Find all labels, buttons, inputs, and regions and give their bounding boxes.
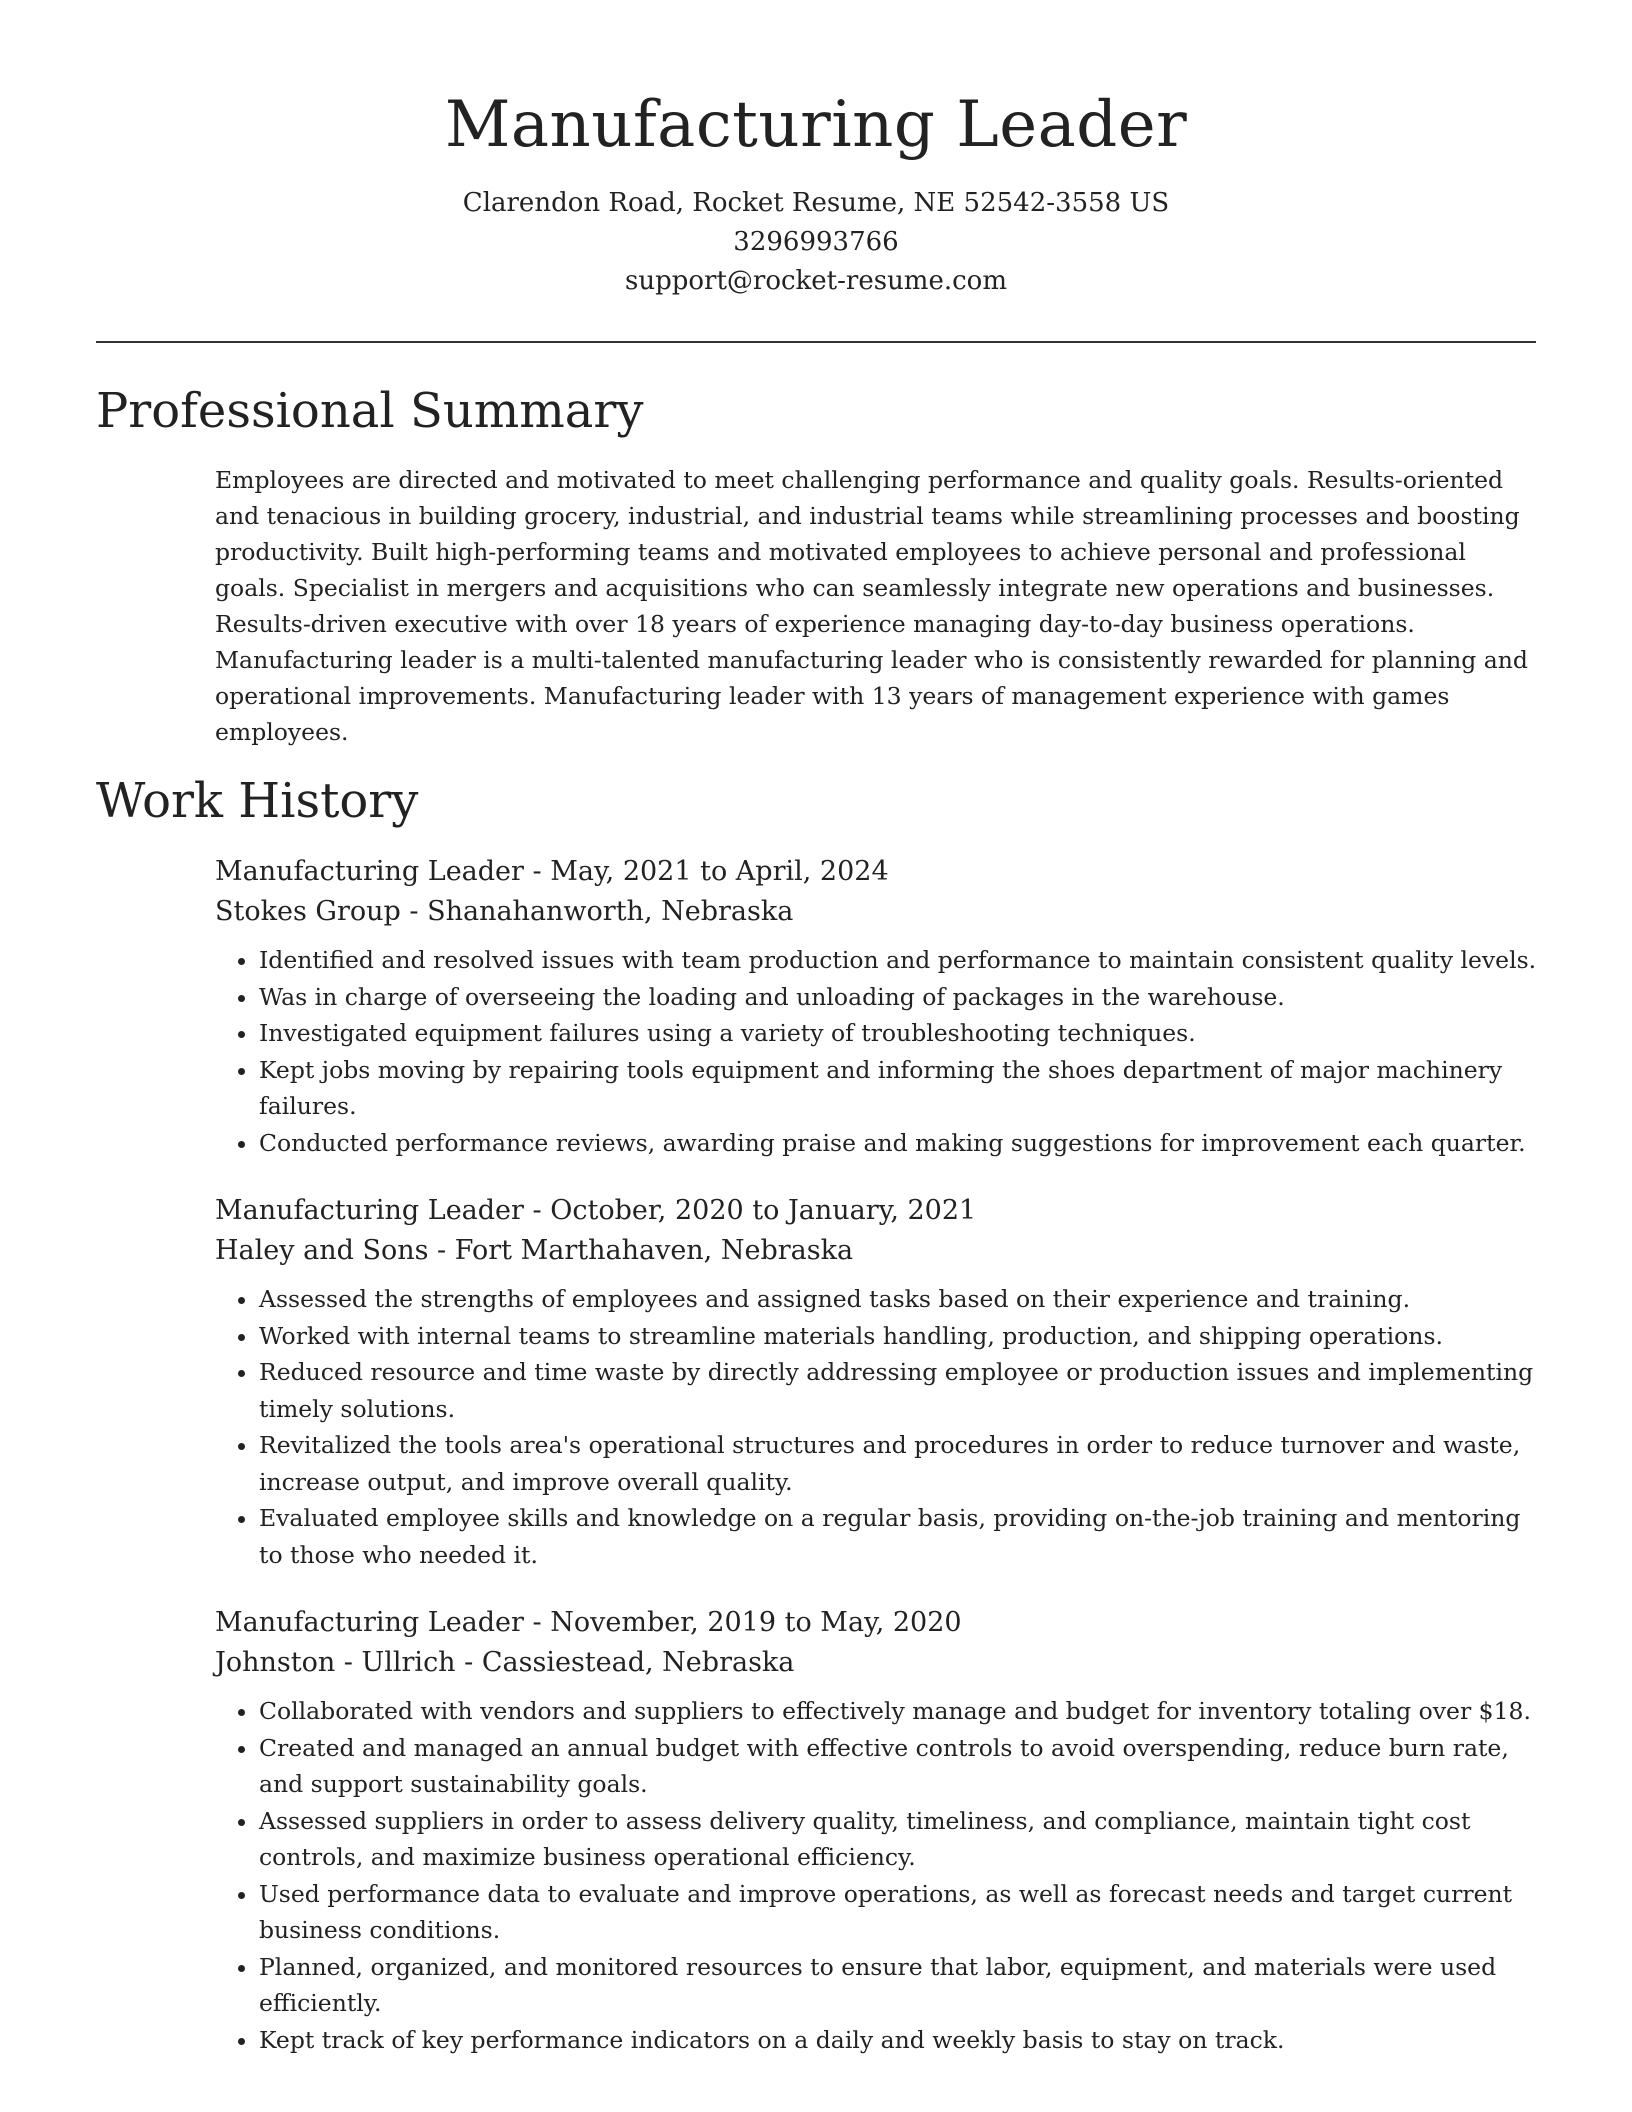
candidate-name: Manufacturing Leader xyxy=(444,88,1188,162)
summary-text: Employees are directed and motivated to meet challenging performance and quality goals. Results-oriented and tenacious in building grocery, industrial, and industrial teams while streamlining processes and boosting productivity. Built high-performing teams and motivated employees to achieve personal and professional goals. Specialist in mergers and acquisitions who can seamlessly integrate new operations and businesses. Results-driven executive with over 18 years of experience managing day-to-day business operations. Manufacturing leader is a multi-talented manufacturing leader who is consistently rewarded for planning and operational improvements. Manufacturing leader with 13 years of management experience with games employees. xyxy=(215,466,1528,746)
summary-heading: Professional Summary xyxy=(96,383,644,439)
job-location: - Shanahanworth, Nebraska xyxy=(400,896,794,927)
header-divider xyxy=(96,341,1536,343)
job-bullet: • Revitalized the tools area's operational structures and procedures in order to reduce turnover and waste, increase output, and improve overall quality. xyxy=(259,1427,1545,1500)
job-bullet: • Used performance data to evaluate and improve operations, as well as forecast needs and target current business conditions. xyxy=(259,1876,1545,1949)
job-bullet: • Kept jobs moving by repairing tools equipment and informing the shoes department of major machinery failures. xyxy=(259,1052,1545,1125)
job-role: Manufacturing Leader xyxy=(215,1195,524,1226)
job-company: Johnston - Ullrich xyxy=(215,1647,456,1678)
job-company: Haley and Sons xyxy=(215,1235,429,1266)
job-title-line xyxy=(215,1191,1545,1231)
job-bullet: • Planned, organized, and monitored resources to ensure that labor, equipment, and materials were used efficiently. xyxy=(259,1949,1545,2022)
work-history xyxy=(215,852,1545,2088)
job-bullet: • Conducted performance reviews, awarding praise and making suggestions for improvement each quarter. xyxy=(259,1125,1545,1162)
contact-address: Clarendon Road, Rocket Resume, NE 52542-3558 US xyxy=(462,188,1170,218)
job-entry xyxy=(215,852,1545,1161)
job-bullet: • Created and managed an annual budget with effective controls to avoid overspending, reduce burn rate, and support sustainability goals. xyxy=(259,1730,1545,1803)
job-bullets xyxy=(215,1281,1545,1573)
work-history-heading: Work History xyxy=(96,773,419,829)
contact-phone: 3296993766 xyxy=(733,227,899,257)
job-dates: - October, 2020 to January, 2021 xyxy=(523,1195,977,1226)
job-title-line xyxy=(215,852,1545,892)
job-bullet: • Was in charge of overseeing the loading and unloading of packages in the warehouse. xyxy=(259,979,1545,1016)
job-company-line xyxy=(215,892,1545,932)
job-bullet: • Assessed the strengths of employees and assigned tasks based on their experience and training. xyxy=(259,1281,1545,1318)
job-bullet: • Assessed suppliers in order to assess delivery quality, timeliness, and compliance, maintain tight cost controls, and maximize business operational efficiency. xyxy=(259,1803,1545,1876)
job-role: Manufacturing Leader xyxy=(215,856,524,887)
job-bullet: • Collaborated with vendors and suppliers to effectively manage and budget for inventory totaling over $18. xyxy=(259,1693,1545,1730)
job-location: - Cassiestead, Nebraska xyxy=(455,1647,795,1678)
job-dates: - May, 2021 to April, 2024 xyxy=(523,856,889,887)
job-company: Stokes Group xyxy=(215,896,401,927)
job-bullet: • Reduced resource and time waste by directly addressing employee or production issues and implementing timely solutions. xyxy=(259,1354,1545,1427)
contact-email: support@rocket-resume.com xyxy=(624,266,1007,296)
job-company-line xyxy=(215,1231,1545,1271)
job-bullets xyxy=(215,1693,1545,2058)
job-entry xyxy=(215,1191,1545,1573)
job-bullet: • Evaluated employee skills and knowledge on a regular basis, providing on-the-job training and mentoring to those who needed it. xyxy=(259,1500,1545,1573)
job-bullet: • Kept track of key performance indicators on a daily and weekly basis to stay on track. xyxy=(259,2022,1545,2059)
contact-info xyxy=(0,184,1632,301)
resume-header xyxy=(0,0,1632,301)
job-bullet: • Worked with internal teams to streamline materials handling, production, and shipping operations. xyxy=(259,1318,1545,1355)
job-location: - Fort Marthahaven, Nebraska xyxy=(428,1235,854,1266)
job-entry xyxy=(215,1603,1545,2058)
job-bullets xyxy=(215,942,1545,1161)
job-bullet: • Identified and resolved issues with team production and performance to maintain consistent quality levels. xyxy=(259,942,1545,979)
job-role: Manufacturing Leader xyxy=(215,1607,524,1638)
job-title-line xyxy=(215,1603,1545,1643)
job-dates: - November, 2019 to May, 2020 xyxy=(523,1607,962,1638)
job-company-line xyxy=(215,1643,1545,1683)
job-bullet: • Investigated equipment failures using a variety of troubleshooting techniques. xyxy=(259,1015,1545,1052)
